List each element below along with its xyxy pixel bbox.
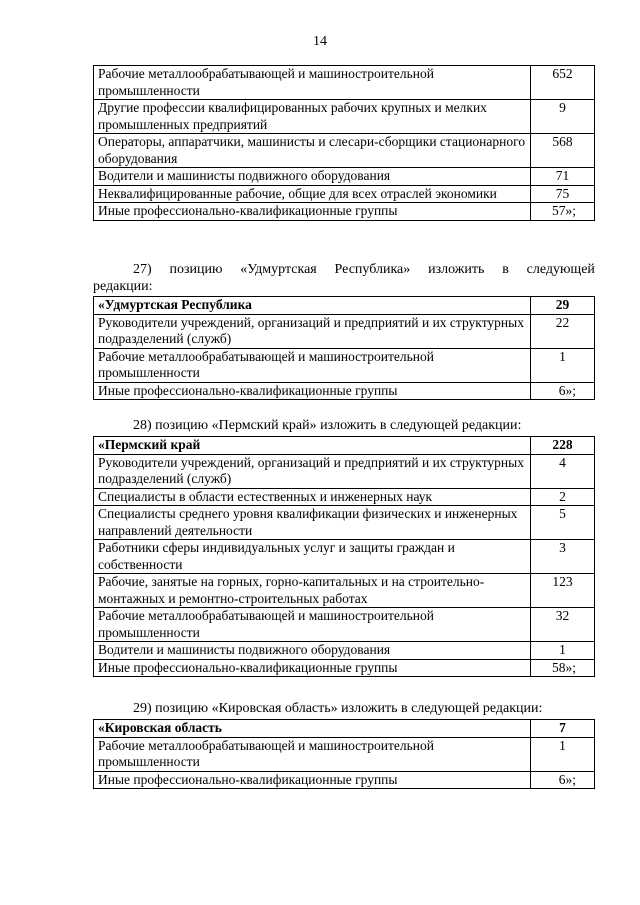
- row-name: Другие профессии квалифицированных рабочих крупных и мелких промышленных предприятий: [94, 100, 531, 134]
- table-perm: [93, 436, 595, 677]
- region-name: «Пермский край: [94, 437, 531, 455]
- row-value: 1: [531, 642, 595, 660]
- row-name: Рабочие металлообрабатывающей и машиностроительной промышленности: [94, 608, 531, 642]
- row-value: 57»;: [531, 203, 595, 221]
- table-row: [94, 185, 595, 203]
- row-name: Специалисты среднего уровня квалификации физических и инженерных направлений деятельности: [94, 506, 531, 540]
- row-name: Неквалифицированные рабочие, общие для всех отраслей экономики: [94, 185, 531, 203]
- paragraph-27: [93, 262, 595, 295]
- paragraph-27-line2: редакции:: [93, 278, 153, 294]
- table-row: [94, 66, 595, 100]
- table-row: [94, 540, 595, 574]
- paragraph-28: 28) позицию «Пермский край» изложить в следующей редакции:: [133, 418, 522, 433]
- row-value: 9: [531, 100, 595, 134]
- table-row: [94, 314, 595, 348]
- word: Республика»: [334, 262, 411, 277]
- word: изложить: [428, 262, 485, 277]
- row-value: 1: [531, 348, 595, 382]
- table-row: [94, 642, 595, 660]
- table-row: [94, 348, 595, 382]
- row-name: Иные профессионально-квалификационные группы: [94, 659, 531, 677]
- table-row: [94, 203, 595, 221]
- row-value: 5: [531, 506, 595, 540]
- region-total: 29: [531, 297, 595, 315]
- table-udmurt: [93, 296, 595, 400]
- word: 27): [133, 262, 152, 277]
- row-name: Руководители учреждений, организаций и предприятий и их структурных подразделений (служб): [94, 454, 531, 488]
- word: в: [502, 262, 509, 277]
- table-kirov-block: [93, 719, 595, 789]
- row-value: 71: [531, 168, 595, 186]
- row-name: Рабочие, занятые на горных, горно-капитальных и на строительно-монтажных и ремонтно-строительных работах: [94, 574, 531, 608]
- region-total: 7: [531, 720, 595, 738]
- table-row: [94, 574, 595, 608]
- row-value: 6»;: [531, 382, 595, 400]
- table-row: [94, 134, 595, 168]
- row-name: Специалисты в области естественных и инженерных наук: [94, 488, 531, 506]
- table-row: [94, 608, 595, 642]
- table-perm-block: [93, 436, 595, 677]
- region-total: 228: [531, 437, 595, 455]
- table-header-row: [94, 437, 595, 455]
- row-name: Водители и машинисты подвижного оборудования: [94, 168, 531, 186]
- table-row: [94, 737, 595, 771]
- table-row: [94, 454, 595, 488]
- row-name: Иные профессионально-квалификационные группы: [94, 771, 531, 789]
- row-name: Операторы, аппаратчики, машинисты и слесари-сборщики стационарного оборудования: [94, 134, 531, 168]
- table-row: [94, 506, 595, 540]
- row-name: Рабочие металлообрабатывающей и машиностроительной промышленности: [94, 348, 531, 382]
- row-value: 123: [531, 574, 595, 608]
- paragraph-29: 29) позицию «Кировская область» изложить в следующей редакции:: [133, 701, 543, 716]
- row-value: 22: [531, 314, 595, 348]
- table-row: [94, 488, 595, 506]
- row-value: 6»;: [531, 771, 595, 789]
- row-value: 58»;: [531, 659, 595, 677]
- row-name: Руководители учреждений, организаций и предприятий и их структурных подразделений (служб): [94, 314, 531, 348]
- word: «Удмуртская: [240, 262, 317, 277]
- word: позицию: [169, 262, 223, 277]
- table-continued-block: [93, 65, 595, 221]
- row-name: Рабочие металлообрабатывающей и машиностроительной промышленности: [94, 66, 531, 100]
- page-number: 14: [313, 34, 327, 49]
- row-name: Водители и машинисты подвижного оборудования: [94, 642, 531, 660]
- row-value: 75: [531, 185, 595, 203]
- row-value: 652: [531, 66, 595, 100]
- row-value: 3: [531, 540, 595, 574]
- row-value: 32: [531, 608, 595, 642]
- row-value: 1: [531, 737, 595, 771]
- row-name: Работники сферы индивидуальных услуг и защиты граждан и собственности: [94, 540, 531, 574]
- row-value: 2: [531, 488, 595, 506]
- table-row: [94, 100, 595, 134]
- row-value: 4: [531, 454, 595, 488]
- table-row: [94, 382, 595, 400]
- table-row: [94, 168, 595, 186]
- word: следующей: [526, 262, 595, 277]
- table-udmurt-block: [93, 296, 595, 400]
- table-continued: [93, 65, 595, 221]
- table-header-row: [94, 720, 595, 738]
- table-row: [94, 771, 595, 789]
- table-kirov: [93, 719, 595, 789]
- row-value: 568: [531, 134, 595, 168]
- row-name: Рабочие металлообрабатывающей и машиностроительной промышленности: [94, 737, 531, 771]
- row-name: Иные профессионально-квалификационные группы: [94, 382, 531, 400]
- region-name: «Кировская область: [94, 720, 531, 738]
- paragraph-27-line1: [93, 262, 595, 279]
- row-name: Иные профессионально-квалификационные группы: [94, 203, 531, 221]
- table-row: [94, 659, 595, 677]
- region-name: «Удмуртская Республика: [94, 297, 531, 315]
- table-header-row: [94, 297, 595, 315]
